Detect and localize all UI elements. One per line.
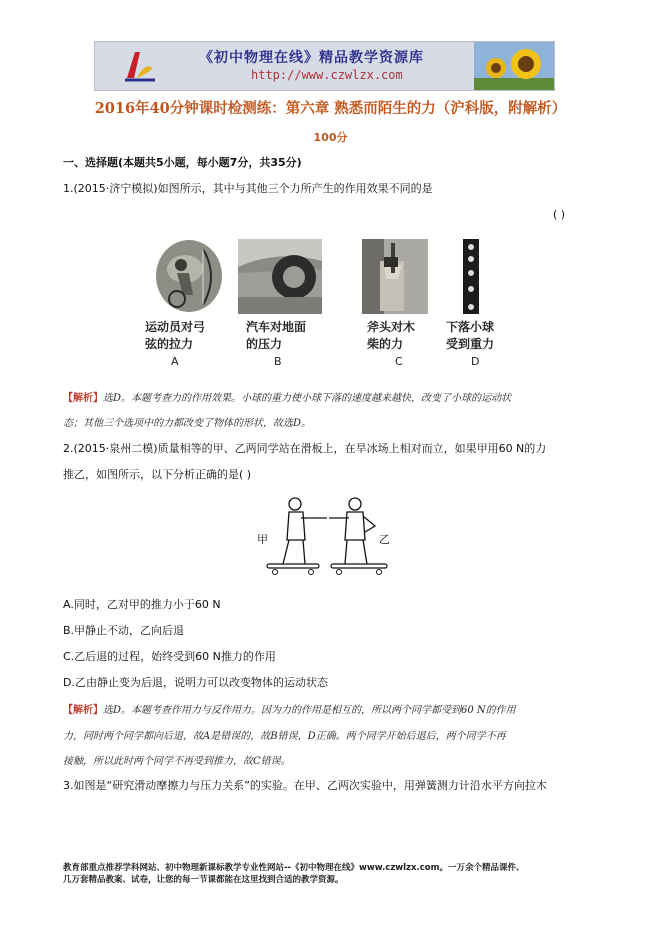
site-logo-icon (123, 48, 157, 84)
option-d-letter: D (471, 355, 480, 368)
q2-option-d: D.乙由静止变为后退，说明力可以改变物体的运动状态 (63, 676, 328, 689)
option-c-letter: C (395, 355, 403, 368)
q2-stem-line2: 推乙，如图所示，以下分析正确的是( ) (63, 468, 252, 481)
section-heading: 一、选择题(本题共5小题，每小题7分，共35分) (63, 156, 302, 169)
archer-photo (147, 239, 231, 314)
banner-url[interactable]: http://www.czwlzx.com (251, 68, 403, 82)
q1-analysis-line1: 【解析】选D。本题考查力的作用效果。小球的重力使小球下落的速度越来越快，改变了小球的运动状 (63, 393, 512, 404)
footer-line2: 几万套精品教案、试卷，让您的每一节课都能在这里找到合适的教学资源。 (63, 875, 344, 885)
option-b-letter: B (274, 355, 282, 368)
figure-label-jia: 甲 (257, 533, 268, 546)
analysis-tag: 【解析】 (63, 393, 103, 404)
sunflower-icon (474, 42, 554, 90)
page-footer (63, 862, 623, 886)
skateboard-figure (253, 492, 403, 576)
q2-analysis-line2: 力，同时两个同学都向后退，故A是错误的，故B错误，D正确。两个同学开始后退后，两个同学不再 (63, 731, 506, 742)
option-c-caption: 斧头对木 柴的力 (367, 320, 416, 351)
option-d-caption: 下落小球 受到重力 (446, 320, 495, 351)
q2-option-b: B.甲静止不动，乙向后退 (63, 624, 185, 637)
q2-stem-line1: 2.(2015·泉州二模)质量相等的甲、乙两同学站在滑板上，在旱冰场上相对而立，如果甲用60 N的力 (63, 442, 547, 455)
banner-title: 《初中物理在线》精品教学资源库 (199, 50, 424, 66)
header-banner (94, 41, 555, 91)
axe-wood-photo (362, 239, 428, 314)
figure-label-yi: 乙 (379, 533, 390, 546)
q1-analysis-line2: 态；其他三个选项中的力都改变了物体的形状，故选D。 (63, 418, 312, 429)
document-title: 2016年40分钟课时检测练：第六章 熟悉而陌生的力（沪科版，附解析） (94, 100, 567, 117)
total-score: 100分 (313, 131, 348, 144)
q1-answer-blank: ( ) (553, 208, 566, 221)
q2-option-a: A.同时，乙对甲的推力小于60 N (63, 598, 221, 611)
q2-analysis-line3: 接触，所以此时两个同学不再受到推力，故C错误。 (63, 756, 291, 767)
footer-line1: 教育部重点推荐学科网站、初中物理新课标教学专业性网站--《初中物理在线》www.czwlzx.com。一万余个精品课件、 (63, 863, 525, 873)
option-a-caption: 运动员对弓 弦的拉力 (145, 320, 206, 351)
option-a-letter: A (171, 355, 179, 368)
analysis-tag: 【解析】 (63, 705, 103, 716)
q1-stem: 1.(2015·济宁模拟)如图所示，其中与其他三个力所产生的作用效果不同的是 (63, 182, 433, 195)
q2-analysis-line1: 【解析】选D。本题考查作用力与反作用力。因为力的作用是相互的，所以两个同学都受到60 N的作用 (63, 705, 516, 716)
q3-stem: 3.如图是“研究滑动摩擦力与压力关系”的实验。在甲、乙两次实验中，用弹簧测力计沿水平方向拉木 (63, 779, 547, 792)
falling-ball-photo (458, 239, 484, 314)
option-b-caption: 汽车对地面 的压力 (246, 320, 307, 351)
car-tire-photo (238, 239, 322, 314)
q2-option-c: C.乙后退的过程，始终受到60 N推力的作用 (63, 650, 276, 663)
